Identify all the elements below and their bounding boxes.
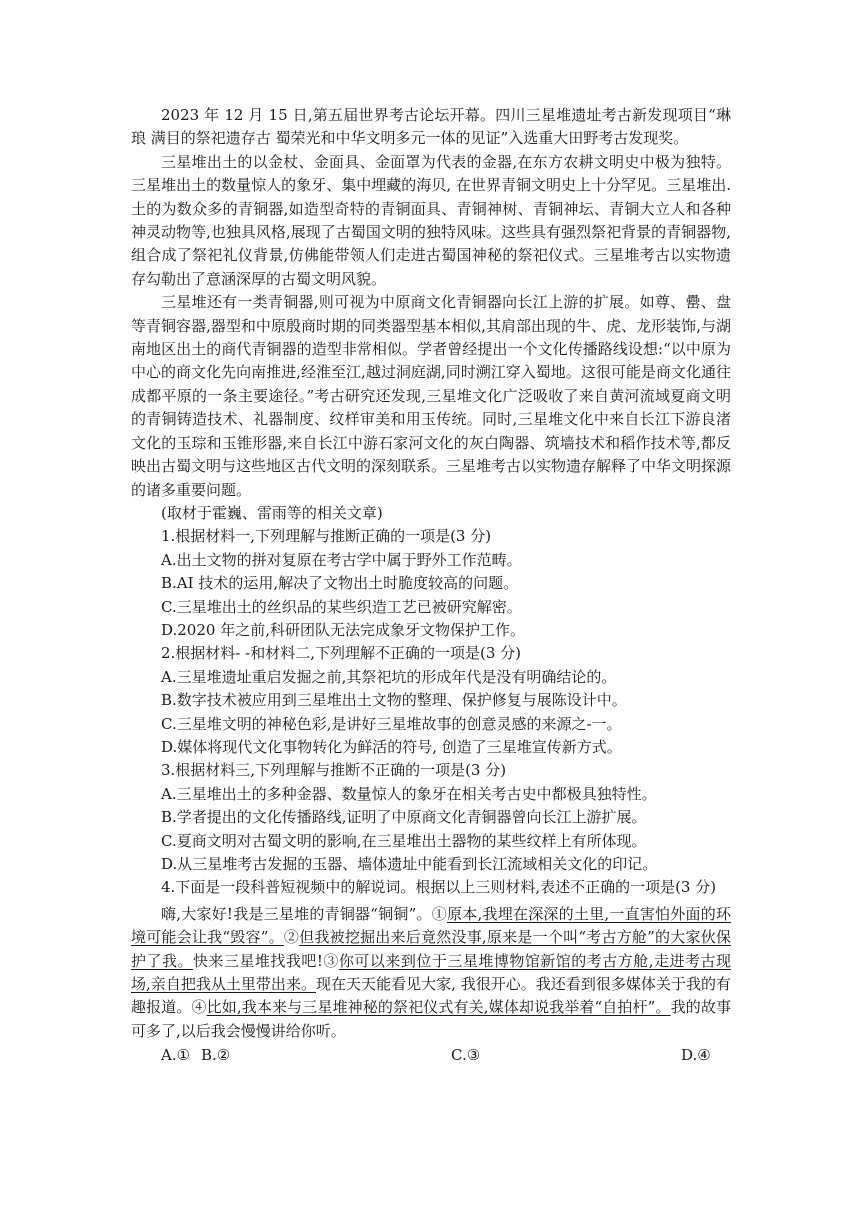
question-1 [131,525,731,642]
question-2 [131,642,731,759]
question-stem: 1.根据材料一,下列理解与推断正确的一项是(3 分) [161,527,492,546]
source-note: (取材于霍巍、雷雨等的相关文章) [161,503,383,522]
underlined-sentence-4: 比如,我本来与三星堆神秘的祭祀仪式有关,媒体却说我举着“自拍杆”。 [206,998,671,1017]
passage-text: 现在天天能看见大家, 我很开心。我还看到很多媒体关于我的有趣报道。 [131,975,731,1017]
question-stem: 4.下面是一段科普短视频中的解说词。根据以上三则材料,表述不正确的一项是(3 分) [161,878,717,897]
option-c: C.三星堆文明的神秘色彩,是讲好三星堆故事的创意灵感的来源之-一。 [161,714,622,733]
option-c: C.夏商文明对古蜀文明的影响,在三星堆出土器物的某些纹样上有所体现。 [161,831,647,850]
passage-text: 快来三星堆找我吧! [192,951,323,970]
option-d: D.④ [681,1046,711,1065]
underlined-sentence-1: 原本,我埋在深深的土里,一直害怕外面的环境可能会让我“毁容”。 [131,904,731,947]
option-b: B.学者提出的文化传播路线,证明了中原商文化青铜器曾向长江上游扩展。 [161,808,647,827]
passage-text: 我的故事可多了,以后我会慢慢讲给你听。 [131,998,731,1040]
options-row [131,1044,731,1067]
document-page [131,104,731,1068]
marker-2: ② [283,928,300,947]
underlined-sentence-2: 但我被挖掘出来后竟然没事,原来是一个叫“考古方舱”的大家伙保护了我。 [131,928,731,970]
option-d: D.媒体将现代文化事物转化为鲜活的符号, 创造了三星堆宣传新方式。 [161,737,622,756]
marker-3: ③ [322,951,339,970]
marker-1: ① [431,904,448,923]
question-3 [131,759,731,876]
question-stem: 3.根据材料三,下列理解与推断不正确的一项是(3 分) [161,761,507,780]
underlined-sentence-3: 你可以来到位于三星堆博物馆新馆的考古方舱,走进考古现场,亲自把我从土里带出来。 [131,951,731,994]
commentary-passage [131,903,731,1043]
material-paragraph: 2023 年 12 月 15 日,第五届世界考古论坛开幕。四川三星堆遗址考古新发现项目“琳琅 满目的祭祀遗存古 蜀荣光和中华文明多元一体的见证”入选重大田野考古发现奖。 [131,106,731,148]
option-c: C.③ [451,1046,481,1065]
option-a: A.出土文物的拼对复原在考古学中属于野外工作范畴。 [161,550,522,569]
option-b: B.AI 技术的运用,解决了文物出土时脆度较高的问题。 [161,574,519,593]
option-d: D.2020 年之前,科研团队无法完成象牙文物保护工作。 [161,620,525,639]
marker-4: ④ [191,998,207,1017]
option-a: A.三星堆出土的多种金器、数量惊人的象牙在相关考古史中都极具独特性。 [161,784,657,803]
question-4 [131,876,731,1067]
option-b: B.② [201,1046,231,1065]
passage-text: 嗨,大家好!我是三星堆的青铜器“铜铜”。 [161,904,432,923]
option-a: A.三星堆遗址重启发掘之前,其祭祀坑的形成年代是没有明确结论的。 [161,667,617,686]
option-c: C.三星堆出土的丝织品的某些织造工艺已被研究解密。 [161,597,522,616]
material-paragraph: 三星堆出土的以金杖、金面具、金面罩为代表的金器,在东方农耕文明史中极为独特。三星堆出土的数量惊人的象牙、集中埋藏的海贝, 在世界青铜文明史上十分罕见。三星堆出.土的为数众多的青铜器,如造型奇特的青铜面具、青铜神树、青铜神坛、青铜大立人和各种神灵动物等,也独具风格,展现了古蜀国文明的独特风味。这些具有强烈祭祀背景的青铜器物,组合成了祭祀礼仪背景,仿佛能带领人们走进古蜀国神秘的祭祀仪式。三星堆考古以实物遗存勾勒出了意涵深厚的古蜀文明风貌。 [131,152,731,288]
option-d: D.从三星堆考古发掘的玉器、墙体遗址中能看到长江流域相关文化的印记。 [161,855,658,873]
question-stem: 2.根据材料- -和材料二,下列理解不正确的一项是(3 分) [161,644,522,663]
material-paragraph: 三星堆还有一类青铜器,则可视为中原商文化青铜器向长江上游的扩展。如尊、罍、盘等青铜容器,器型和中原殷商时期的同类器型基本相似,其肩部出现的牛、虎、龙形装饰,与湖南地区出土的商代青铜器的造型非常相似。学者曾经提出一个文化传播路线设想:“以中原为中心的商文化先向南推进,经淮至江,越过洞庭湖,同时溯江穿入蜀地。这很可能是商文化通往成都平原的一条主要途径。”考古研究还发现,三星堆文化广泛吸收了来自黄河流域夏商文明的青铜铸造技术、礼器制度、纹样审美和用玉传统。同时,三星堆文化中来自长江下游良渚文化的玉琮和玉锥形器,来自长江中游石家河文化的灰白陶器、筑墙技术和稻作技术等,都反映出古蜀文明与这些地区古代文明的深刻联系。三星堆考古以实物遗存解释了中华文明探源的诸多重要问题。 [131,293,732,499]
option-a: A.① [161,1046,191,1065]
option-b: B.数字技术被应用到三星堆出土文物的整理、保护修复与展陈设计中。 [161,691,627,710]
